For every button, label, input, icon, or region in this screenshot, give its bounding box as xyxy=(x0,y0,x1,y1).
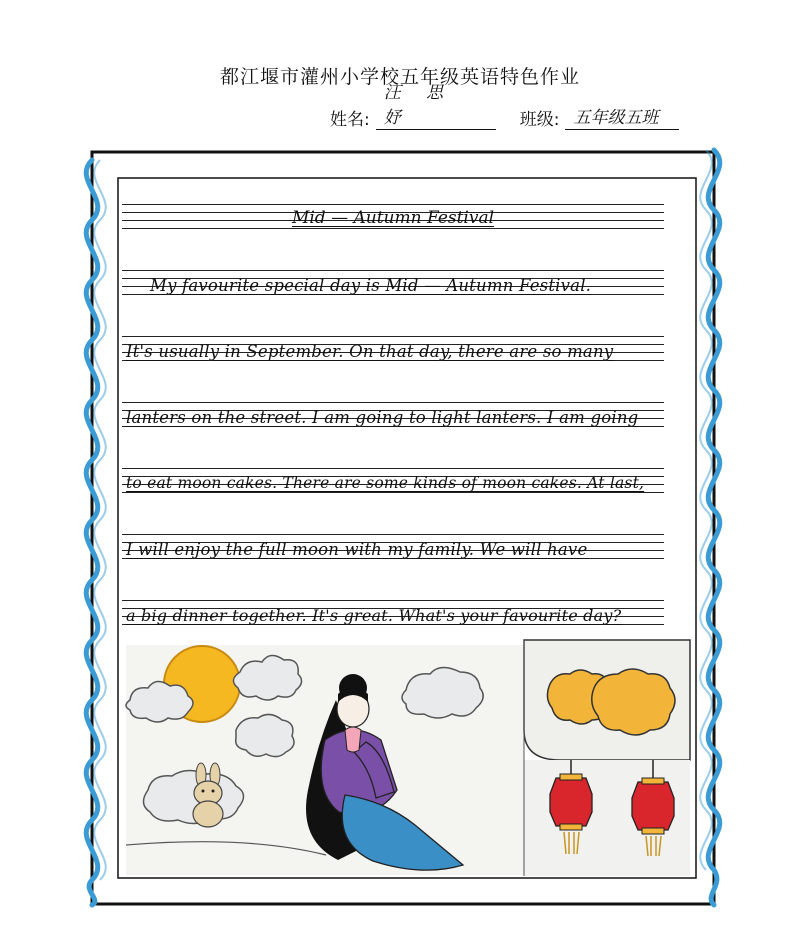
essay-line: My favourite special day is Mid — Autumn Festival. xyxy=(150,276,592,295)
class-label: 班级: xyxy=(519,110,560,130)
class-value: 五年级五班 xyxy=(565,103,679,130)
essay-line: I will enjoy the full moon with my family. We will have xyxy=(126,540,588,559)
worksheet-title: 都江堰市灌州小学校五年级英语特色作业 xyxy=(219,66,580,88)
mooncake-icon xyxy=(592,669,675,735)
cloud-icon xyxy=(236,714,294,756)
essay-line: lanters on the street. I am going to light lanters. I am going xyxy=(126,408,639,427)
name-label: 姓名: xyxy=(330,110,370,130)
essay-line: to eat moon cakes. There are some kinds of moon cakes. At last, xyxy=(126,474,645,492)
essay-line: a big dinner together. It's great. What's your favourite day? xyxy=(126,606,622,625)
essay-line: It's usually in September. On that day, there are so many xyxy=(126,342,614,361)
name-value: 汪 思 妤 xyxy=(376,78,496,130)
essay-title: Mid — Autumn Festival xyxy=(291,208,495,228)
